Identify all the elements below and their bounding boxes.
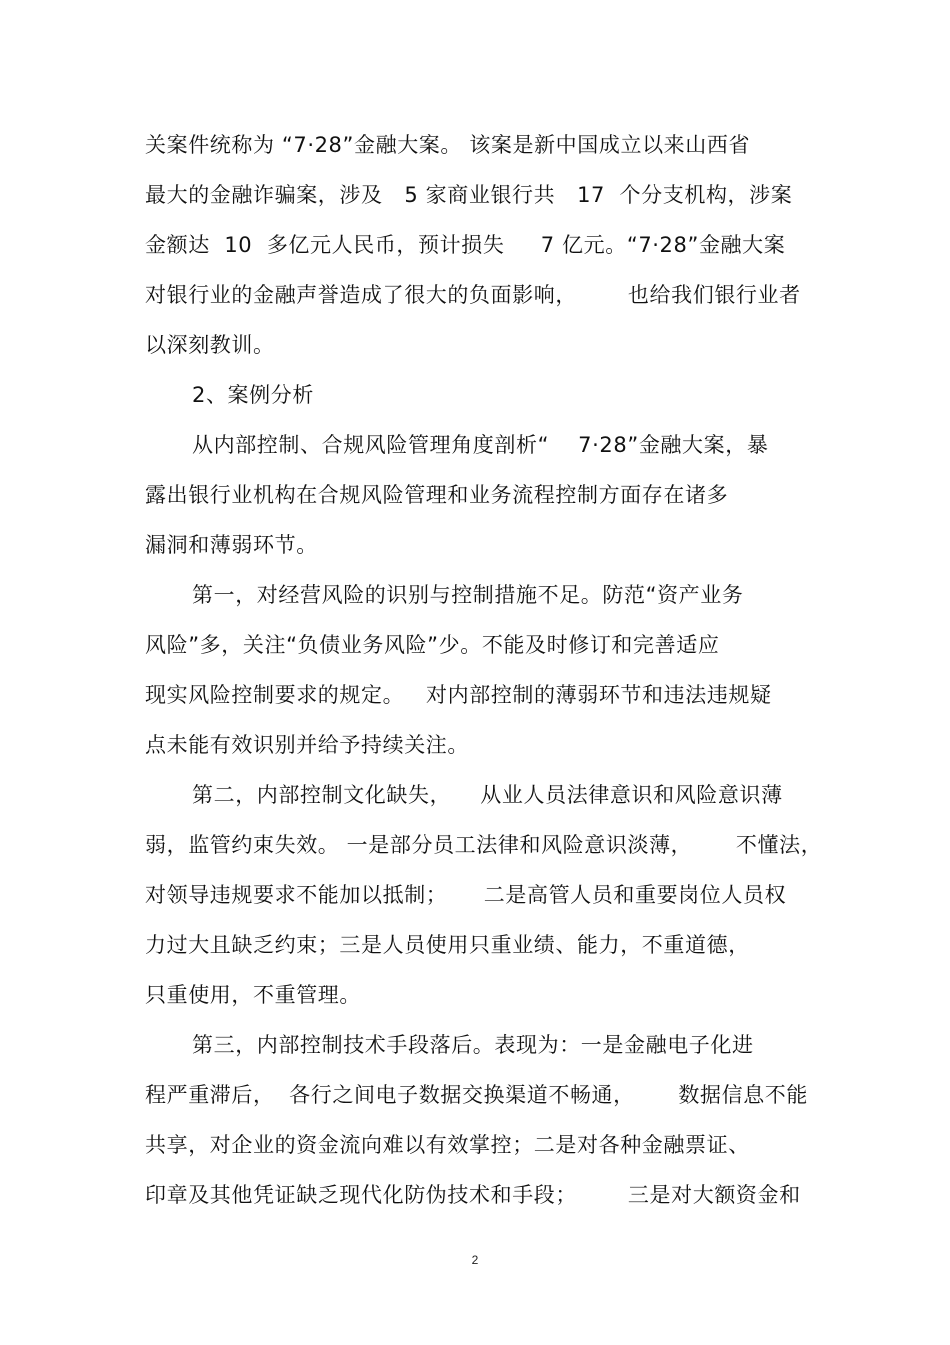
text-line: 现实风险控制要求的规定。 对内部控制的薄弱环节和违法违规疑 [145, 683, 772, 707]
text-line: 力过大且缺乏约束；三是人员使用只重业绩、能力，不重道德， [145, 933, 750, 957]
text-line: 点未能有效识别并给予持续关注。 [145, 733, 469, 757]
text-line: 共享，对企业的资金流向难以有效掌控；二是对各种金融票证、 [145, 1133, 750, 1157]
section-heading: 2、案例分析 [192, 383, 314, 407]
text-line: 金额达 10 多亿元人民币，预计损失 7 亿元。“7·28”金融大案 [145, 233, 786, 257]
text-line: 第一，对经营风险的识别与控制措施不足。防范“资产业务 [192, 583, 744, 607]
text-line: 程严重滞后， 各行之间电子数据交换渠道不畅通， 数据信息不能 [145, 1083, 808, 1107]
text-line: 对领导违规要求不能加以抵制； 二是高管人员和重要岗位人员权 [145, 883, 787, 907]
text-line: 最大的金融诈骗案，涉及 5 家商业银行共 17 个分支机构，涉案 [145, 183, 793, 207]
text-line: 只重使用，不重管理。 [145, 983, 361, 1007]
text-line: 关案件统称为 “7·28”金融大案。 该案是新中国成立以来山西省 [145, 133, 751, 157]
text-line: 弱，监管约束失效。 一是部分员工法律和风险意识淡薄， 不懂法， [145, 833, 823, 857]
text-line: 露出银行业机构在合规风险管理和业务流程控制方面存在诸多 [145, 483, 729, 507]
text-line: 漏洞和薄弱环节。 [145, 533, 318, 557]
text-line: 风险”多，关注“负债业务风险”少。不能及时修订和完善适应 [145, 633, 720, 657]
text-line: 第二，内部控制文化缺失， 从业人员法律意识和风险意识薄 [192, 783, 783, 807]
text-line: 以深刻教训。 [145, 333, 275, 357]
text-line: 对银行业的金融声誉造成了很大的负面影响， 也给我们银行业者 [145, 283, 801, 307]
text-line: 印章及其他凭证缺乏现代化防伪技术和手段； 三是对大额资金和 [145, 1183, 801, 1207]
page-number: 2 [471, 1253, 479, 1267]
text-line: 从内部控制、合规风险管理角度剖析“ 7·28”金融大案，暴 [192, 433, 769, 457]
text-line: 第三，内部控制技术手段落后。表现为：一是金融电子化进 [192, 1033, 754, 1057]
